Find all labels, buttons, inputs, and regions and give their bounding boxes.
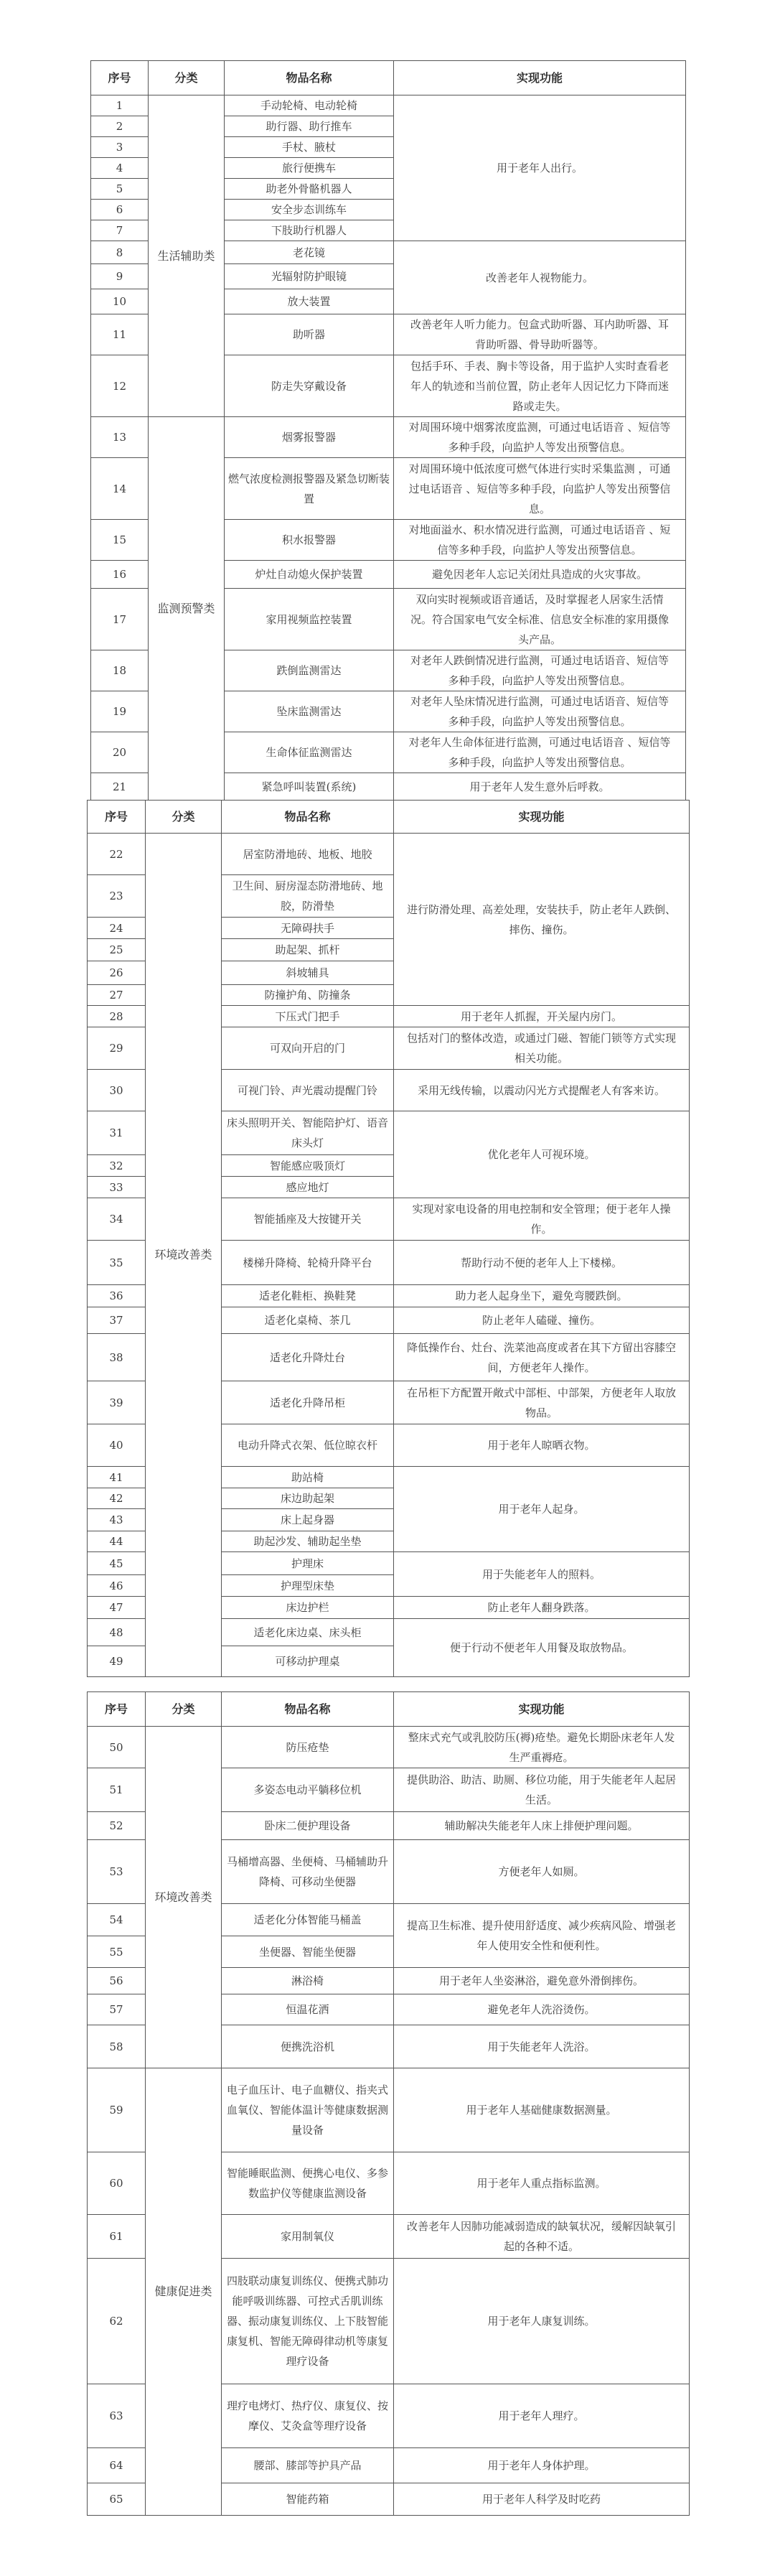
item-name-cell: 智能插座及大按键开关 xyxy=(222,1198,394,1241)
header-item-name: 物品名称 xyxy=(225,61,394,95)
item-name-cell: 安全步态训练车 xyxy=(225,200,394,220)
item-name-cell: 电动升降式衣架、低位晾衣杆 xyxy=(222,1424,394,1467)
serial-number-cell: 12 xyxy=(91,355,149,417)
function-description-cell: 辅助解决失能老年人床上排便护理问题。 xyxy=(394,1812,690,1840)
assistive-products-table-part-2 xyxy=(87,800,690,1677)
item-name-cell: 淋浴椅 xyxy=(222,1968,394,1994)
serial-number-cell: 44 xyxy=(88,1531,146,1552)
item-name-cell: 智能睡眠监测、便携心电仪、多参数监护仪等健康监测设备 xyxy=(222,2152,394,2215)
item-name-cell: 恒温花洒 xyxy=(222,1994,394,2025)
serial-number-cell: 35 xyxy=(88,1241,146,1285)
function-description-cell: 改善老年人视物能力。 xyxy=(394,241,686,314)
header-category: 分类 xyxy=(146,1692,222,1727)
item-name-cell: 斜坡辅具 xyxy=(222,961,394,985)
function-description-cell: 在吊柜下方配置开敞式中部柜、中部架，方便老年人取放物品。 xyxy=(394,1381,690,1424)
serial-number-cell: 46 xyxy=(88,1575,146,1597)
serial-number-cell: 60 xyxy=(88,2152,146,2215)
function-description-cell: 用于老年人抓握，开关屋内房门。 xyxy=(394,1006,690,1027)
serial-number-cell: 25 xyxy=(88,939,146,961)
function-description-cell: 对周围环境中烟雾浓度监测，可通过电话语音 、短信等多种手段，向监护人等发出预警信息。 xyxy=(394,417,686,458)
function-description-cell: 对老年人坠床情况进行监测，可通过电话语音、短信等多种手段，向监护人等发出预警信息。 xyxy=(394,691,686,732)
category-cell: 生活辅助类 xyxy=(149,95,225,417)
table-row xyxy=(88,834,690,875)
item-name-cell: 床边助起架 xyxy=(222,1488,394,1509)
serial-number-cell: 24 xyxy=(88,918,146,939)
item-name-cell: 适老化床边桌、床头柜 xyxy=(222,1619,394,1646)
function-description-cell: 用于老年人康复训练。 xyxy=(394,2259,690,2384)
table-header-row xyxy=(88,801,690,834)
serial-number-cell: 59 xyxy=(88,2068,146,2152)
item-name-cell: 马桶增高器、坐便椅、马桶辅助升降椅、可移动坐便器 xyxy=(222,1840,394,1904)
function-description-cell: 双向实时视频或语音通话，及时掌握老人居家生活情况。符合国家电气安全标准、信息安全标准的家用摄像头产品。 xyxy=(394,589,686,650)
item-name-cell: 理疗电烤灯、热疗仪、康复仪、按摩仪、艾灸盒等理疗设备 xyxy=(222,2384,394,2448)
header-serial-no: 序号 xyxy=(88,1692,146,1727)
table-row xyxy=(91,95,686,116)
serial-number-cell: 43 xyxy=(88,1509,146,1531)
item-name-cell: 无障碍扶手 xyxy=(222,918,394,939)
serial-number-cell: 57 xyxy=(88,1994,146,2025)
item-name-cell: 烟雾报警器 xyxy=(225,417,394,458)
item-name-cell: 适老化桌椅、茶几 xyxy=(222,1307,394,1334)
item-name-cell: 助起架、抓杆 xyxy=(222,939,394,961)
serial-number-cell: 14 xyxy=(91,458,149,520)
item-name-cell: 智能药箱 xyxy=(222,2483,394,2516)
item-name-cell: 积水报警器 xyxy=(225,520,394,561)
header-item-name: 物品名称 xyxy=(222,801,394,834)
serial-number-cell: 31 xyxy=(88,1111,146,1155)
serial-number-cell: 28 xyxy=(88,1006,146,1027)
item-name-cell: 家用制氧仪 xyxy=(222,2215,394,2259)
serial-number-cell: 45 xyxy=(88,1552,146,1575)
serial-number-cell: 13 xyxy=(91,417,149,458)
serial-number-cell: 19 xyxy=(91,691,149,732)
serial-number-cell: 16 xyxy=(91,561,149,589)
item-name-cell: 助行器、助行推车 xyxy=(225,116,394,137)
item-name-cell: 楼梯升降椅、轮椅升降平台 xyxy=(222,1241,394,1285)
item-name-cell: 腰部、膝部等护具产品 xyxy=(222,2448,394,2483)
header-category: 分类 xyxy=(146,801,222,834)
function-description-cell: 用于老年人出行。 xyxy=(394,95,686,241)
function-description-cell: 提供助浴、助洁、助厕、移位功能，用于失能老年人起居生活。 xyxy=(394,1768,690,1812)
item-name-cell: 床头照明开关、智能陪护灯、语音床头灯 xyxy=(222,1111,394,1155)
serial-number-cell: 52 xyxy=(88,1812,146,1840)
item-name-cell: 多姿态电动平躺移位机 xyxy=(222,1768,394,1812)
category-cell: 监测预警类 xyxy=(149,417,225,801)
serial-number-cell: 20 xyxy=(91,732,149,773)
serial-number-cell: 9 xyxy=(91,264,149,289)
function-description-cell: 优化老年人可视环境。 xyxy=(394,1111,690,1198)
serial-number-cell: 5 xyxy=(91,179,149,200)
serial-number-cell: 53 xyxy=(88,1840,146,1904)
item-name-cell: 坠床监测雷达 xyxy=(225,691,394,732)
serial-number-cell: 42 xyxy=(88,1488,146,1509)
item-name-cell: 老花镜 xyxy=(225,241,394,264)
serial-number-cell: 37 xyxy=(88,1307,146,1334)
serial-number-cell: 23 xyxy=(88,875,146,918)
serial-number-cell: 36 xyxy=(88,1285,146,1307)
item-name-cell: 适老化分体智能马桶盖 xyxy=(222,1904,394,1936)
item-name-cell: 护理床 xyxy=(222,1552,394,1575)
item-name-cell: 卫生间、厨房湿态防滑地砖、地胶，防滑垫 xyxy=(222,875,394,918)
function-description-cell: 用于老年人起身。 xyxy=(394,1467,690,1552)
item-name-cell: 可移动护理桌 xyxy=(222,1646,394,1677)
function-description-cell: 实现对家电设备的用电控制和安全管理；便于老年人操作。 xyxy=(394,1198,690,1241)
serial-number-cell: 55 xyxy=(88,1936,146,1968)
item-name-cell: 放大装置 xyxy=(225,289,394,314)
serial-number-cell: 17 xyxy=(91,589,149,650)
serial-number-cell: 50 xyxy=(88,1727,146,1768)
serial-number-cell: 3 xyxy=(91,137,149,158)
item-name-cell: 可双向开启的门 xyxy=(222,1027,394,1070)
serial-number-cell: 34 xyxy=(88,1198,146,1241)
serial-number-cell: 1 xyxy=(91,95,149,116)
item-name-cell: 光辐射防护眼镜 xyxy=(225,264,394,289)
function-description-cell: 对地面溢水、积水情况进行监测，可通过电话语音 、短信等多种手段，向监护人等发出预警信息。 xyxy=(394,520,686,561)
function-description-cell: 改善老年人听力能力。包盒式助听器、耳内助听器、耳背助听器、骨导助听器等。 xyxy=(394,314,686,355)
serial-number-cell: 39 xyxy=(88,1381,146,1424)
category-cell: 环境改善类 xyxy=(146,1727,222,2068)
serial-number-cell: 40 xyxy=(88,1424,146,1467)
function-description-cell: 便于行动不便老年人用餐及取放物品。 xyxy=(394,1619,690,1677)
item-name-cell: 坐便器、智能坐便器 xyxy=(222,1936,394,1968)
item-name-cell: 居室防滑地砖、地板、地胶 xyxy=(222,834,394,875)
item-name-cell: 适老化升降灶台 xyxy=(222,1334,394,1381)
function-description-cell: 包括手环、手表、胸卡等设备，用于监护人实时查看老年人的轨迹和当前位置，防止老年人因记忆力下降而迷路或走失。 xyxy=(394,355,686,417)
serial-number-cell: 26 xyxy=(88,961,146,985)
item-name-cell: 助听器 xyxy=(225,314,394,355)
function-description-cell: 防止老年人磕碰、撞伤。 xyxy=(394,1307,690,1334)
serial-number-cell: 15 xyxy=(91,520,149,561)
item-name-cell: 燃气浓度检测报警器及紧急切断装置 xyxy=(225,458,394,520)
item-name-cell: 下压式门把手 xyxy=(222,1006,394,1027)
function-description-cell: 用于老年人坐姿淋浴，避免意外滑倒摔伤。 xyxy=(394,1968,690,1994)
serial-number-cell: 22 xyxy=(88,834,146,875)
function-description-cell: 对周围环境中低浓度可燃气体进行实时采集监测 ，可通过电话语音 、短信等多种手段，向监护人等发出预警信息。 xyxy=(394,458,686,520)
function-description-cell: 用于老年人重点指标监测。 xyxy=(394,2152,690,2215)
serial-number-cell: 8 xyxy=(91,241,149,264)
function-description-cell: 进行防滑处理、高差处理，安装扶手，防止老年人跌倒、摔伤、撞伤。 xyxy=(394,834,690,1006)
serial-number-cell: 47 xyxy=(88,1597,146,1619)
item-name-cell: 家用视频监控装置 xyxy=(225,589,394,650)
function-description-cell: 避免因老年人忘记关闭灶具造成的火灾事故。 xyxy=(394,561,686,589)
serial-number-cell: 63 xyxy=(88,2384,146,2448)
header-function: 实现功能 xyxy=(394,61,686,95)
table-row xyxy=(91,417,686,458)
serial-number-cell: 58 xyxy=(88,2025,146,2068)
item-name-cell: 便携洗浴机 xyxy=(222,2025,394,2068)
item-name-cell: 下肢助行机器人 xyxy=(225,220,394,241)
item-name-cell: 助老外骨骼机器人 xyxy=(225,179,394,200)
header-function: 实现功能 xyxy=(394,801,690,834)
header-serial-no: 序号 xyxy=(91,61,149,95)
function-description-cell: 降低操作台、灶台、洗菜池高度或者在其下方留出容膝空间，方便老年人操作。 xyxy=(394,1334,690,1381)
function-description-cell: 包括对门的整体改造，或通过门磁、智能门锁等方式实现相关功能。 xyxy=(394,1027,690,1070)
serial-number-cell: 51 xyxy=(88,1768,146,1812)
serial-number-cell: 11 xyxy=(91,314,149,355)
serial-number-cell: 48 xyxy=(88,1619,146,1646)
function-description-cell: 用于失能老年人的照料。 xyxy=(394,1552,690,1597)
function-description-cell: 用于老年人发生意外后呼救。 xyxy=(394,773,686,801)
serial-number-cell: 21 xyxy=(91,773,149,801)
item-name-cell: 跌倒监测雷达 xyxy=(225,650,394,691)
function-description-cell: 对老年人生命体征进行监测，可通过电话语音 、短信等多种手段，向监护人等发出预警信息。 xyxy=(394,732,686,773)
item-name-cell: 手杖、腋杖 xyxy=(225,137,394,158)
table-row xyxy=(88,2068,690,2152)
header-category: 分类 xyxy=(149,61,225,95)
item-name-cell: 助起沙发、辅助起坐垫 xyxy=(222,1531,394,1552)
item-name-cell: 紧急呼叫装置(系统) xyxy=(225,773,394,801)
item-name-cell: 适老化升降吊柜 xyxy=(222,1381,394,1424)
serial-number-cell: 54 xyxy=(88,1904,146,1936)
serial-number-cell: 18 xyxy=(91,650,149,691)
serial-number-cell: 64 xyxy=(88,2448,146,2483)
serial-number-cell: 27 xyxy=(88,985,146,1006)
item-name-cell: 防撞护角、防撞条 xyxy=(222,985,394,1006)
item-name-cell: 床边护栏 xyxy=(222,1597,394,1619)
function-description-cell: 用于老年人基础健康数据测量。 xyxy=(394,2068,690,2152)
item-name-cell: 适老化鞋柜、换鞋凳 xyxy=(222,1285,394,1307)
function-description-cell: 防止老年人翻身跌落。 xyxy=(394,1597,690,1619)
item-name-cell: 防压疮垫 xyxy=(222,1727,394,1768)
item-name-cell: 智能感应吸顶灯 xyxy=(222,1155,394,1177)
item-name-cell: 生命体征监测雷达 xyxy=(225,732,394,773)
serial-number-cell: 41 xyxy=(88,1467,146,1488)
function-description-cell: 用于失能老年人洗浴。 xyxy=(394,2025,690,2068)
serial-number-cell: 33 xyxy=(88,1177,146,1198)
function-description-cell: 用于老年人晾晒衣物。 xyxy=(394,1424,690,1467)
table-header-row xyxy=(88,1692,690,1727)
function-description-cell: 整床式充气或乳胶防压(褥)疮垫。避免长期卧床老年人发生严重褥疮。 xyxy=(394,1727,690,1768)
item-name-cell: 手动轮椅、电动轮椅 xyxy=(225,95,394,116)
table-row xyxy=(88,1727,690,1768)
function-description-cell: 对老年人跌倒情况进行监测，可通过电话语音、短信等多种手段，向监护人等发出预警信息。 xyxy=(394,650,686,691)
item-name-cell: 助站椅 xyxy=(222,1467,394,1488)
serial-number-cell: 29 xyxy=(88,1027,146,1070)
item-name-cell: 床上起身器 xyxy=(222,1509,394,1531)
header-function: 实现功能 xyxy=(394,1692,690,1727)
item-name-cell: 旅行便携车 xyxy=(225,158,394,179)
item-name-cell: 防走失穿戴设备 xyxy=(225,355,394,417)
serial-number-cell: 10 xyxy=(91,289,149,314)
item-name-cell: 电子血压计、电子血糖仪、指夹式血氧仪、智能体温计等健康数据测量设备 xyxy=(222,2068,394,2152)
serial-number-cell: 6 xyxy=(91,200,149,220)
item-name-cell: 可视门铃、声光震动提醒门铃 xyxy=(222,1070,394,1111)
category-cell: 环境改善类 xyxy=(146,834,222,1677)
item-name-cell: 感应地灯 xyxy=(222,1177,394,1198)
item-name-cell: 炉灶自动熄火保护装置 xyxy=(225,561,394,589)
header-item-name: 物品名称 xyxy=(222,1692,394,1727)
serial-number-cell: 30 xyxy=(88,1070,146,1111)
serial-number-cell: 7 xyxy=(91,220,149,241)
serial-number-cell: 56 xyxy=(88,1968,146,1994)
function-description-cell: 用于老年人理疗。 xyxy=(394,2384,690,2448)
item-name-cell: 护理型床垫 xyxy=(222,1575,394,1597)
serial-number-cell: 62 xyxy=(88,2259,146,2384)
serial-number-cell: 2 xyxy=(91,116,149,137)
function-description-cell: 帮助行动不便的老年人上下楼梯。 xyxy=(394,1241,690,1285)
function-description-cell: 提高卫生标准、提升使用舒适度、减少疾病风险、增强老年人使用安全性和便利性。 xyxy=(394,1904,690,1968)
table-header-row xyxy=(91,61,686,95)
serial-number-cell: 61 xyxy=(88,2215,146,2259)
assistive-products-table-part-3 xyxy=(87,1691,690,2516)
serial-number-cell: 65 xyxy=(88,2483,146,2516)
assistive-products-table-part-1 xyxy=(90,60,686,801)
function-description-cell: 方便老年人如厕。 xyxy=(394,1840,690,1904)
serial-number-cell: 49 xyxy=(88,1646,146,1677)
serial-number-cell: 4 xyxy=(91,158,149,179)
serial-number-cell: 38 xyxy=(88,1334,146,1381)
item-name-cell: 卧床二便护理设备 xyxy=(222,1812,394,1840)
serial-number-cell: 32 xyxy=(88,1155,146,1177)
function-description-cell: 采用无线传输，以震动闪光方式提醒老人有客来访。 xyxy=(394,1070,690,1111)
function-description-cell: 改善老年人因肺功能减弱造成的缺氧状况，缓解因缺氧引起的各种不适。 xyxy=(394,2215,690,2259)
function-description-cell: 助力老人起身坐下，避免弯腰跌倒。 xyxy=(394,1285,690,1307)
function-description-cell: 用于老年人科学及时吃药 xyxy=(394,2483,690,2516)
item-name-cell: 四肢联动康复训练仪、便携式肺功能呼吸训练器、可控式舌肌训练器、振动康复训练仪、上下肢智能康复机、智能无障碍律动机等康复理疗设备 xyxy=(222,2259,394,2384)
header-serial-no: 序号 xyxy=(88,801,146,834)
function-description-cell: 用于老年人身体护理。 xyxy=(394,2448,690,2483)
function-description-cell: 避免老年人洗浴烫伤。 xyxy=(394,1994,690,2025)
category-cell: 健康促进类 xyxy=(146,2068,222,2516)
